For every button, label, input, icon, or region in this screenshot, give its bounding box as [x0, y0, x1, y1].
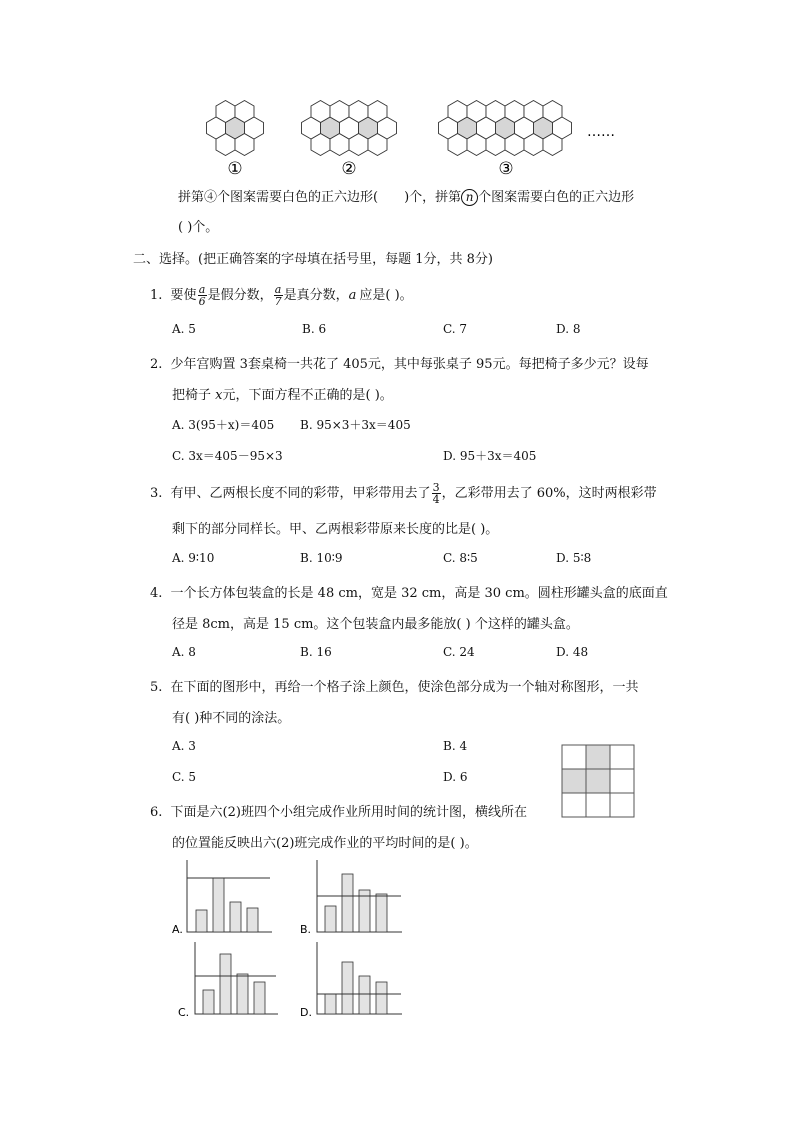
q2-var-x: x — [215, 388, 223, 403]
q2-number: 2. — [150, 357, 163, 372]
q4-option-b: B. 16 — [300, 645, 332, 659]
question-2-line1 — [150, 353, 649, 372]
q5-option-a: A. 3 — [172, 739, 196, 753]
q3-text-2: ，乙彩带用去了 60%，这时两根彩带 — [441, 486, 657, 501]
q4-option-c: C. 24 — [443, 645, 475, 659]
q4-option-d: D. 48 — [556, 645, 589, 659]
pattern-label-2: ② — [341, 159, 357, 179]
q5-text-line1: 在下面的图形中，再给一个格子涂上颜色，使涂色部分成为一个轴对称图形，一共 — [170, 680, 639, 695]
q5-number: 5. — [150, 680, 163, 695]
bar — [247, 908, 258, 932]
hexagon-q-text-b: )个，拼第 — [404, 190, 462, 205]
q6-text-line1: 下面是六(2)班四个小组完成作业所用时间的统计图，横线所在 — [170, 805, 527, 820]
question-3-line1 — [150, 482, 657, 505]
question-4-line1 — [150, 582, 668, 601]
hexagon-patterns-figure — [196, 98, 626, 180]
q6-chart-c — [176, 938, 286, 1020]
bar — [254, 982, 265, 1014]
q1-option-c: C. 7 — [443, 322, 468, 336]
q3-fraction-3-over-4: $\frac{3}{4}$ — [432, 481, 440, 506]
q1-option-b: B. 6 — [302, 322, 327, 336]
q6-chart-label-d: D. — [300, 1006, 312, 1019]
q6-chart-label-a: A. — [172, 923, 183, 936]
question-5-line2: 有( )种不同的涂法。 — [172, 711, 291, 726]
q6-chart-b — [298, 856, 408, 936]
q2-text-line1: 少年宫购置 3套桌椅一共花了 405元，其中每张桌子 95元。每把椅子多少元？设每 — [170, 357, 649, 372]
q6-chart-label-b: B. — [300, 923, 312, 936]
q6-chart-d — [298, 938, 408, 1020]
bar — [237, 974, 248, 1014]
q6-chart-a — [170, 856, 280, 936]
bar — [213, 878, 224, 932]
bar — [342, 874, 353, 932]
question-4-line2: 径是 8cm，高是 15 cm。这个包装盒内最多能放( ) 个这样的罐头盒。 — [172, 617, 579, 632]
bar — [342, 962, 353, 1014]
grid-cell — [586, 745, 610, 769]
q3-number: 3. — [150, 486, 163, 501]
grid-cell — [586, 769, 610, 793]
bar — [230, 902, 241, 932]
bar — [196, 910, 207, 932]
q2-text-line2-a: 把椅子 — [172, 388, 216, 403]
q4-text-line1: 一个长方体包装盒的长是 48 cm，宽是 32 cm，高是 30 cm。圆柱形罐头盒的底面直 — [170, 586, 668, 601]
question-1 — [150, 284, 413, 307]
bar — [203, 990, 214, 1014]
q1-number: 1. — [150, 288, 163, 303]
bar — [376, 894, 387, 932]
q1-option-a: A. 5 — [172, 322, 196, 336]
bar — [325, 994, 336, 1014]
q2-option-d: D. 95＋3x＝405 — [443, 449, 537, 463]
n-symbol: n — [461, 189, 478, 206]
q2-option-a: A. 3(95＋x)＝405 — [172, 418, 275, 432]
q6-chart-label-c: C. — [178, 1006, 190, 1019]
question-2-line2 — [172, 384, 393, 403]
q1-option-d: D. 8 — [556, 322, 581, 336]
pattern-label-1: ① — [227, 159, 243, 179]
q3-option-b: B. 10∶9 — [300, 551, 343, 565]
bar — [359, 976, 370, 1014]
hexagon-question-line1 — [178, 186, 634, 206]
pattern-label-3: ③ — [498, 159, 514, 179]
q1-fraction-a-over-7: $\frac{a}{7}$ — [274, 283, 282, 308]
q1-text-3: 是真分数， — [283, 288, 349, 303]
q5-grid-figure — [561, 744, 637, 820]
question-6-line1 — [150, 801, 527, 820]
q5-option-c: C. 5 — [172, 770, 197, 784]
grid-cell — [562, 769, 586, 793]
bar — [325, 906, 336, 932]
question-6-line2: 的位置能反映出六(2)班完成作业的平均时间的是( )。 — [172, 836, 478, 851]
q5-option-b: B. 4 — [443, 739, 468, 753]
q5-option-d: D. 6 — [443, 770, 468, 784]
bar — [376, 982, 387, 1014]
q6-number: 6. — [150, 805, 163, 820]
bar — [220, 954, 231, 1014]
q4-number: 4. — [150, 586, 163, 601]
q3-option-d: D. 5∶8 — [556, 551, 592, 565]
q1-text-4: 应是( )。 — [359, 288, 413, 303]
q3-option-a: A. 9∶10 — [172, 551, 215, 565]
q2-text-line2-b: 元，下面方程不正确的是( )。 — [222, 388, 393, 403]
q3-text-1: 有甲、乙两根长度不同的彩带，甲彩带用去了 — [170, 486, 431, 501]
hexagon-grid — [207, 101, 572, 156]
pattern-ellipsis: …… — [587, 124, 615, 140]
section-2-heading: 二、选择。(把正确答案的字母填在括号里，每题 1分，共 8分) — [133, 252, 493, 267]
hexagon-q-text-a: 拼第④个图案需要白色的正六边形( — [178, 190, 379, 205]
q3-option-c: C. 8∶5 — [443, 551, 478, 565]
q2-option-b: B. 95×3＋3x＝405 — [300, 418, 411, 432]
q1-text-2: 是假分数， — [207, 288, 273, 303]
q1-fraction-a-over-6: $\frac{a}{6}$ — [198, 283, 206, 308]
q1-var-a: a — [348, 288, 357, 303]
hexagon-question-line2: ( )个。 — [178, 220, 219, 235]
q1-text-1: 要使 — [170, 288, 197, 303]
q2-option-c: C. 3x＝405－95×3 — [172, 449, 283, 463]
question-5-line1 — [150, 676, 639, 695]
question-3-line2: 剩下的部分同样长。甲、乙两根彩带原来长度的比是( )。 — [172, 522, 499, 537]
hexagon-q-text-c: 个图案需要白色的正六边形 — [478, 190, 635, 205]
q4-option-a: A. 8 — [172, 645, 196, 659]
